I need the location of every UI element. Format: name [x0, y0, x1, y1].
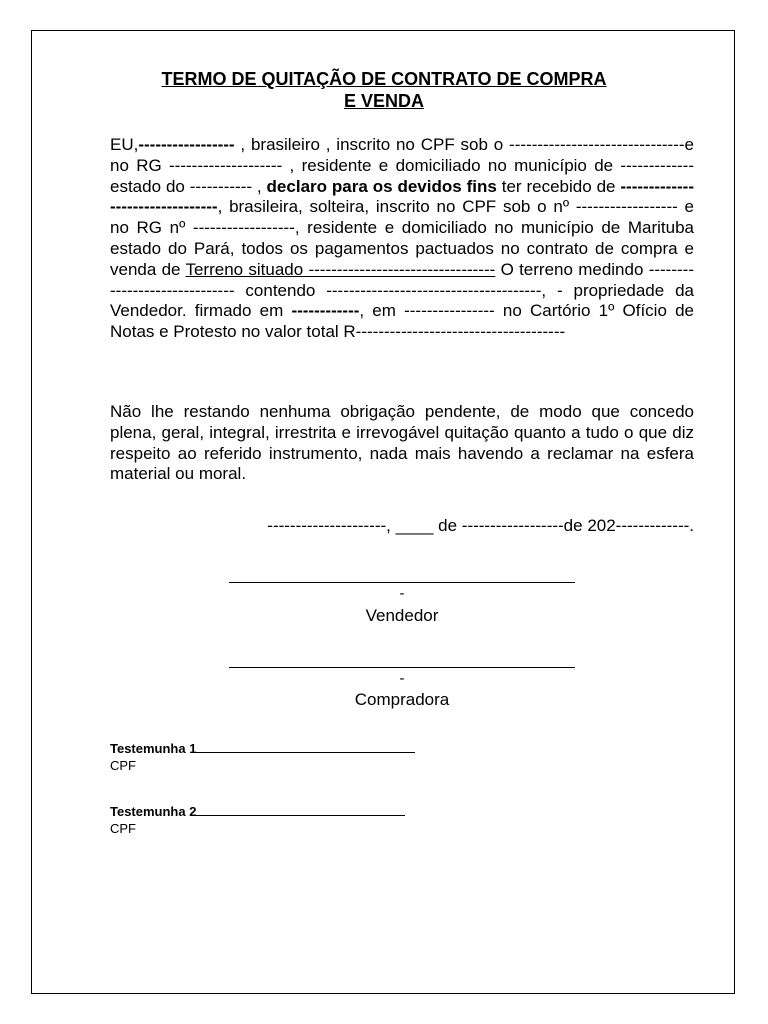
seller-signature-line [229, 582, 575, 583]
title-line-2: E VENDA [343, 91, 424, 111]
witness-1-cpf: CPF [110, 758, 136, 773]
text-segment: O terreno medindo ------------------------------ contendo --------------------------------------, - propriedade da Vendedor. firmado em [110, 259, 694, 321]
buyer-signature-dash: - [399, 670, 405, 687]
blank-buyer-name: -------------------------------- [110, 176, 694, 217]
buyer-label: Compradora [354, 690, 450, 709]
witness-1-signature-line [196, 740, 415, 753]
paragraph-release: Não lhe restando nenhuma obrigação pendente, de modo que concedo plena, geral, integral, irrestrita e irrevogável quitação quanto a tudo o que diz respeito ao referido instrumento, nada mais havendo a reclamar na esfera material ou moral. [110, 402, 694, 484]
text-segment: EU, [110, 135, 139, 154]
text-segment: , brasileira, solteira, inscrito no CPF sob o nº ------------------ e no RG nº ------------------, residente e domiciliado no município de Marituba estado do Pará, todos os pagamentos pactuados no contrato de compra e venda de [110, 197, 694, 279]
property-description: Terreno situado --------------------------------- [185, 259, 496, 279]
seller-label: Vendedor [365, 606, 439, 625]
document-title [80, 68, 688, 112]
witness-2 [110, 803, 405, 837]
blank-name: ----------------- [138, 135, 235, 154]
declaration-emphasis: declaro para os devidos fins [266, 176, 497, 196]
text-segment: ter recebido de [496, 176, 621, 196]
place-date-line: ---------------------, ____ de ------------------de 202-------------. [267, 516, 694, 535]
title-line-1: TERMO DE QUITAÇÃO DE CONTRATO DE COMPRA [161, 69, 607, 89]
text-segment: , em ---------------- no Cartório 1º Ofício de Notas e Protesto no valor total R------------------------------------- [110, 301, 694, 342]
witness-2-signature-line [196, 803, 405, 816]
blank-signed-date: ------------ [291, 301, 360, 321]
seller-signature-dash: - [399, 585, 405, 602]
buyer-signature-line [229, 667, 575, 668]
text-segment: , brasileiro , inscrito no CPF sob o -------------------------------e no RG -------------------- , residente e domiciliado no município de ------------- estado do ----------- , [110, 135, 694, 196]
paragraph-declaration [110, 135, 694, 343]
witness-1-label: Testemunha 1 [110, 741, 197, 756]
witness-1 [110, 740, 415, 774]
witness-2-label: Testemunha 2 [110, 804, 197, 819]
witness-2-cpf: CPF [110, 821, 136, 836]
